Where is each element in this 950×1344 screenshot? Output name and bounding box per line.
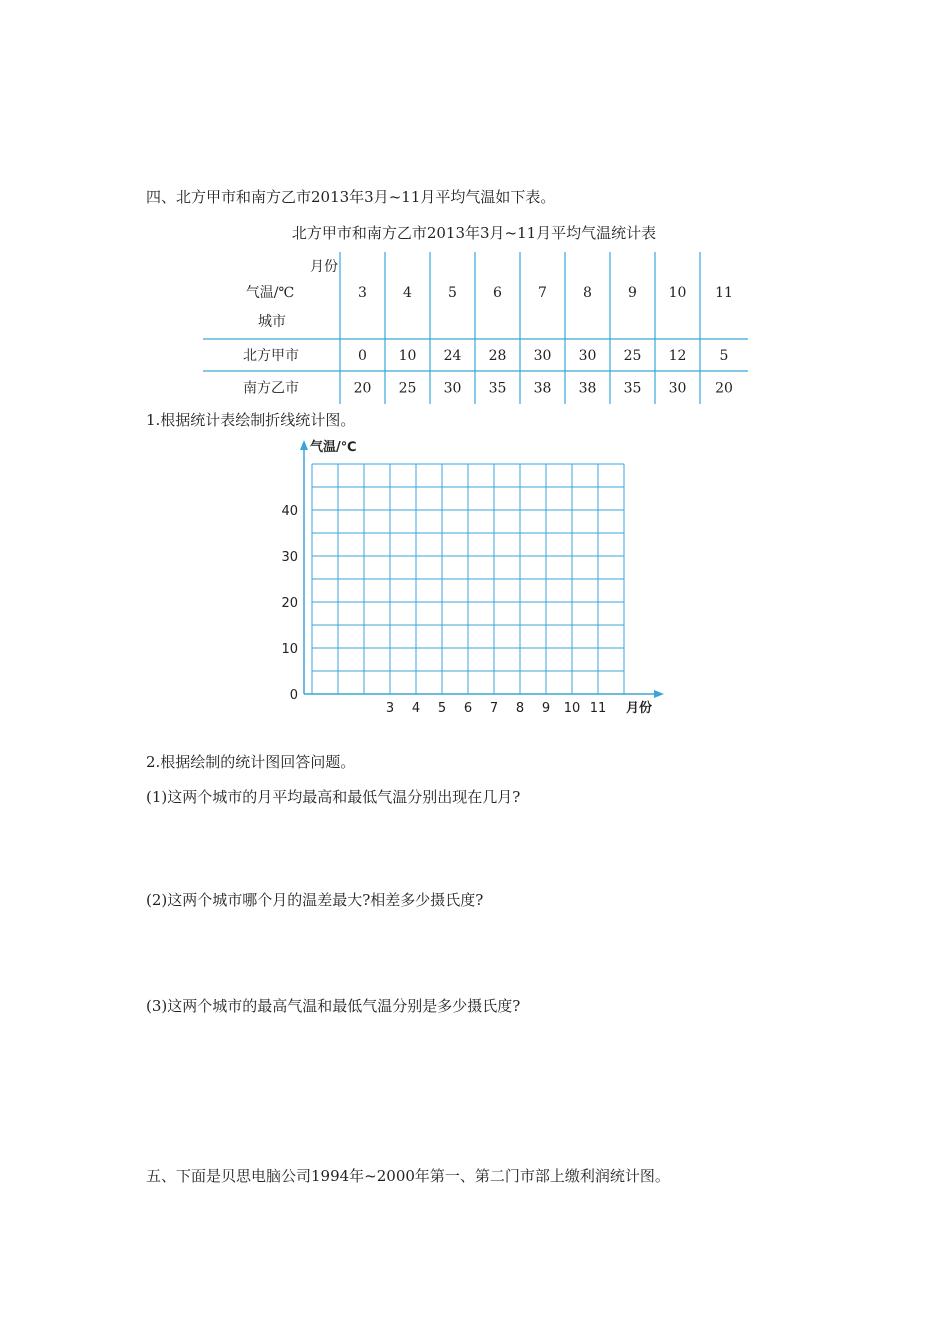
question-2: 2.根据绘制的统计图回答问题。 [146,753,356,771]
x-axis-arrow [654,690,664,698]
x-tick-label: 4 [411,701,421,716]
table-month-11: 11 [715,285,733,301]
question-2-1: (1)这两个城市的月平均最高和最低气温分别出现在几月? [146,788,521,806]
table-cell: 20 [715,380,733,397]
table-cell: 35 [623,380,642,397]
table-cell: 38 [533,380,552,397]
table-cell: 30 [578,348,597,364]
table-month-3: 3 [358,285,367,301]
table-cell: 24 [443,348,462,364]
table-header-temp: 气温/℃ [245,285,295,301]
x-tick-label: 5 [437,701,447,716]
table-cell: 25 [623,348,642,364]
y-tick-label: 20 [281,596,298,611]
x-tick-label: 7 [489,701,499,716]
y-tick-label: 0 [289,688,298,703]
table-cell: 35 [488,380,507,397]
table-cell: 30 [533,348,552,364]
table-cell: 0 [358,348,367,364]
chart-grid [312,464,624,694]
y-tick-label: 30 [281,550,298,565]
x-tick-label: 6 [463,701,473,716]
table-month-6: 6 [493,285,502,301]
line-chart [282,438,672,720]
y-tick-label: 40 [281,504,298,519]
table-cell: 12 [668,348,687,364]
table-city-1: 北方甲市 [243,348,299,364]
x-tick-label: 3 [385,701,395,716]
x-tick-label: 8 [515,701,525,716]
table-title: 北方甲市和南方乙市2013年3月~11月平均气温统计表 [291,224,657,242]
section5-heading: 五、下面是贝思电脑公司1994年~2000年第一、第二门市部上缴利润统计图。 [146,1167,670,1185]
question-2-2: (2)这两个城市哪个月的温差最大?相差多少摄氏度? [146,891,484,909]
y-axis-arrow [300,440,308,450]
table-cells [243,285,733,397]
table-cell: 20 [353,380,372,397]
question-2-3: (3)这两个城市的最高气温和最低气温分别是多少摄氏度? [146,997,521,1015]
table-cell: 25 [398,380,417,397]
table-cell: 30 [443,380,462,397]
table-city-2: 南方乙市 [243,380,299,397]
table-cell: 30 [668,380,687,397]
table-month-7: 7 [538,285,547,301]
table-header-month: 月份 [310,259,338,275]
table-header-city: 城市 [258,314,286,330]
table-cell: 28 [488,348,507,364]
y-tick-labels [281,504,298,703]
section4-heading: 四、北方甲市和南方乙市2013年3月~11月平均气温如下表。 [146,188,556,206]
table-month-5: 5 [448,285,457,301]
x-tick-label: 11 [589,701,607,716]
table-cell: 38 [578,380,597,397]
x-tick-labels [386,701,606,716]
temperature-table [203,252,748,404]
chart-axes [300,440,664,698]
table-month-4: 4 [403,285,412,301]
table-month-8: 8 [583,285,592,301]
x-axis-title: 月份 [626,701,653,716]
table-month-10: 10 [668,285,687,301]
table-month-9: 9 [628,285,637,301]
table-cell: 10 [398,348,417,364]
y-tick-label: 10 [281,642,298,657]
question-1: 1.根据统计表绘制折线统计图。 [146,411,356,429]
table-cell: 5 [719,348,729,364]
x-tick-label: 9 [541,701,551,716]
y-axis-title: 气温/℃ [310,440,357,455]
x-tick-label: 10 [563,701,581,716]
